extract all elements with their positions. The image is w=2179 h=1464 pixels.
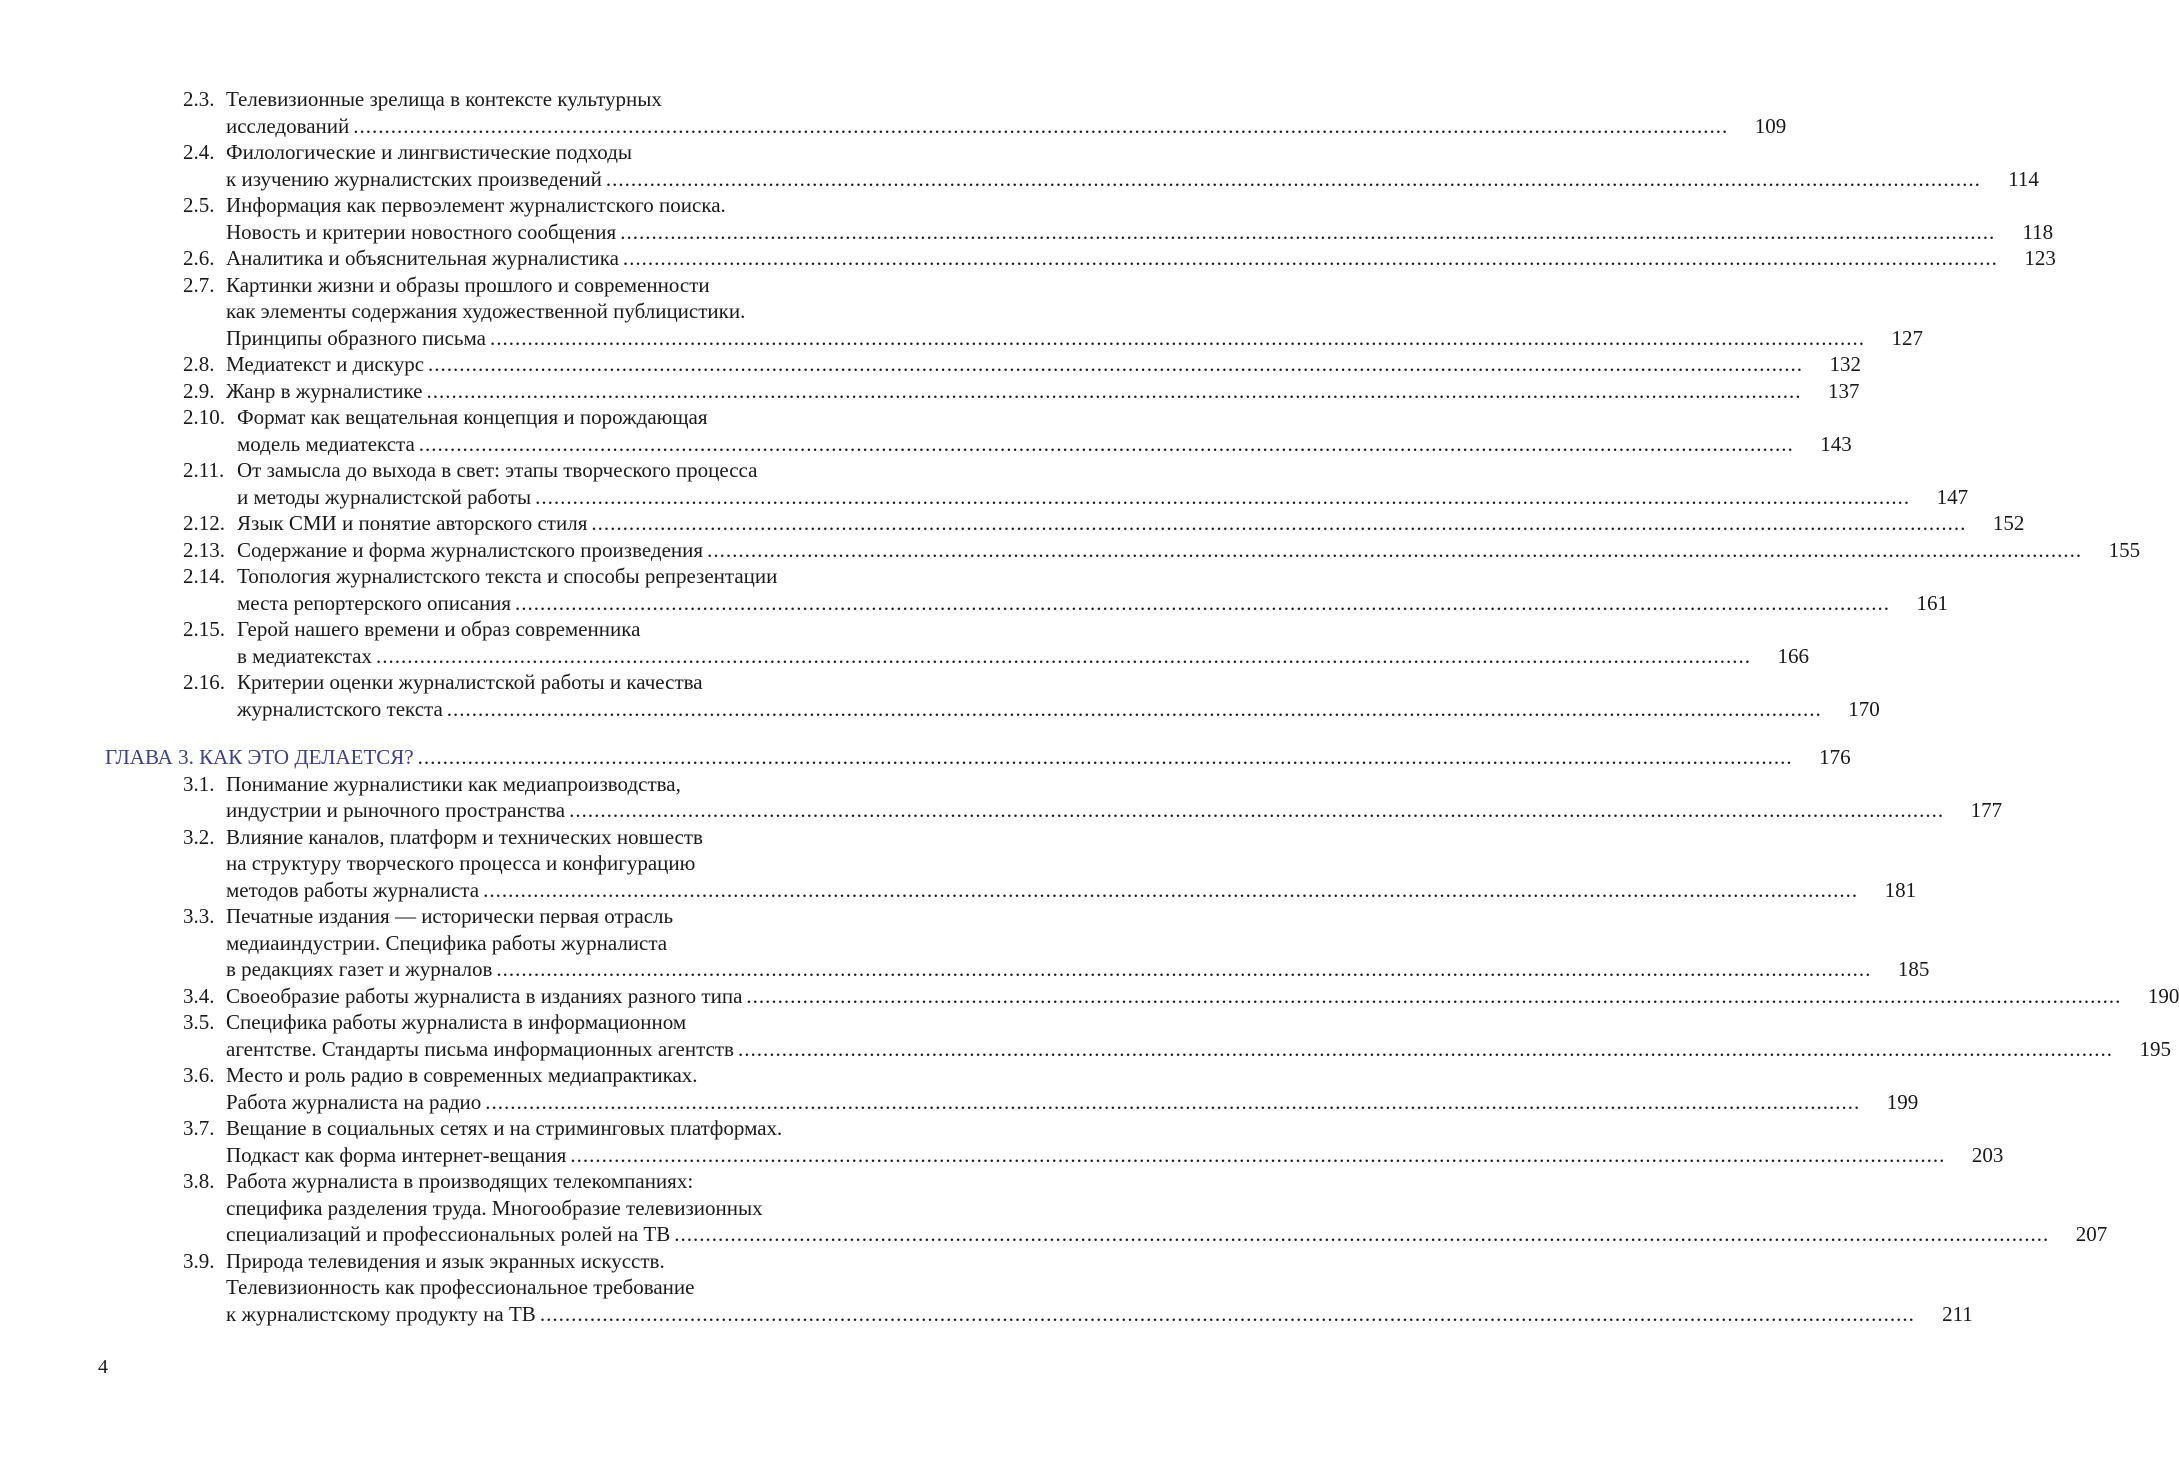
toc-entry-title: Телевизионность как профессиональное требование bbox=[226, 1275, 695, 1299]
toc-line bbox=[105, 537, 2141, 564]
toc-line bbox=[105, 86, 902, 113]
toc-entry-title: Специфика работы журналиста в информационном bbox=[226, 1010, 687, 1034]
toc-entry-title: методов работы журналиста bbox=[226, 877, 480, 902]
toc-entry-title: Новость и критерии новостного сообщения bbox=[226, 219, 617, 244]
dot-leader: ............................................................................................................................................................................................................................ bbox=[620, 219, 1996, 244]
toc-entry[interactable] bbox=[105, 537, 2141, 564]
toc-entry-title: Природа телевидения и язык экранных искусств. bbox=[226, 1248, 665, 1273]
dot-leader: ............................................................................................................................................................................................................................ bbox=[746, 983, 2122, 1008]
dot-leader: ............................................................................................................................................................................................................................ bbox=[622, 246, 1998, 270]
dot-leader: ............................................................................................................................................................................................................................ bbox=[707, 537, 2083, 562]
dot-leader: ............................................................................................................................................................................................................................ bbox=[570, 1142, 1946, 1167]
toc-entry-number: 2.9. bbox=[183, 378, 215, 403]
toc-entry-title: Критерии оценки журналистской работы и качества bbox=[237, 670, 703, 694]
toc-page-number: 195 bbox=[2139, 1036, 2171, 1061]
toc-line bbox=[105, 351, 1862, 378]
toc-page-number: 127 bbox=[1891, 325, 1923, 350]
toc-line bbox=[105, 1089, 1919, 1116]
toc-entry-title: Понимание журналистики как медиапроизводства, bbox=[226, 771, 681, 796]
toc-leader-row bbox=[237, 537, 2141, 564]
toc-leader-row bbox=[226, 113, 1787, 140]
toc-entry-number: 3.7. bbox=[183, 1116, 215, 1140]
toc-entry-title: специализаций и профессиональных ролей на ТВ bbox=[226, 1222, 671, 1246]
toc-line bbox=[105, 404, 902, 431]
toc-page-number: 143 bbox=[1820, 431, 1852, 456]
toc-entry-number: 2.4. bbox=[183, 140, 215, 164]
dot-leader: ............................................................................................................................................................................................................................ bbox=[446, 696, 1822, 721]
toc-entry[interactable] bbox=[105, 457, 1969, 510]
toc-entry[interactable] bbox=[105, 1168, 2108, 1248]
toc-entry-title: Место и роль радио в современных медиапрактиках. bbox=[226, 1063, 698, 1087]
toc-line bbox=[105, 166, 2039, 193]
toc-line bbox=[105, 930, 902, 957]
toc-entry[interactable] bbox=[105, 1062, 1919, 1115]
toc-leader-row bbox=[226, 166, 2039, 193]
toc-page-number: 137 bbox=[1827, 378, 1860, 403]
toc-entry[interactable] bbox=[105, 510, 2025, 537]
dot-leader: ............................................................................................................................................................................................................................ bbox=[426, 378, 1802, 403]
toc-entry[interactable] bbox=[105, 272, 1923, 352]
toc-line bbox=[105, 378, 1860, 405]
toc-entry[interactable] bbox=[105, 1009, 2171, 1062]
toc-entry-title: в редакциях газет и журналов bbox=[226, 957, 493, 981]
toc-entry-number: 3.3. bbox=[183, 904, 215, 928]
toc-line bbox=[105, 510, 2025, 537]
toc-line bbox=[105, 1221, 2108, 1248]
toc-leader-row bbox=[226, 956, 1930, 983]
toc-page-number: 152 bbox=[1992, 511, 2025, 535]
toc-entry-number: 2.15. bbox=[183, 617, 225, 641]
toc-leader-row bbox=[226, 1036, 2171, 1063]
toc-entry-number: 2.14. bbox=[183, 564, 225, 588]
dot-leader: ............................................................................................................................................................................................................................ bbox=[605, 166, 1981, 191]
toc-entry-title: агентстве. Стандарты письма информационных агентств bbox=[226, 1036, 734, 1061]
dot-leader: ............................................................................................................................................................................................................................ bbox=[353, 113, 1729, 138]
toc-line bbox=[105, 563, 902, 590]
toc-line bbox=[105, 643, 1809, 670]
toc-leader-row bbox=[237, 431, 1852, 458]
toc-entry[interactable] bbox=[105, 86, 1787, 139]
toc-leader-row bbox=[226, 351, 1862, 378]
toc-page-number: 181 bbox=[1884, 877, 1917, 902]
toc-leader-row bbox=[226, 378, 1860, 405]
toc-entry-number: 2.12. bbox=[183, 511, 225, 535]
toc-entry-title: Своеобразие работы журналиста в изданиях разного типа bbox=[226, 983, 743, 1008]
dot-leader: ............................................................................................................................................................................................................................ bbox=[418, 431, 1794, 456]
toc-line bbox=[105, 850, 902, 877]
toc-entry-title: журналистского текста bbox=[237, 696, 443, 721]
toc-entry-number: 2.16. bbox=[183, 670, 225, 694]
toc-entry-title: индустрии и рыночного пространства bbox=[226, 798, 566, 822]
toc-entry-number: 2.3. bbox=[183, 87, 215, 111]
toc-line bbox=[105, 113, 1787, 140]
toc-entry[interactable] bbox=[105, 903, 1930, 983]
toc-entry-title: в медиатекстах bbox=[237, 643, 372, 668]
toc-entry-title: Жанр в журналистике bbox=[226, 378, 423, 403]
toc-entry-title: исследований bbox=[226, 113, 350, 138]
toc-page-number: 170 bbox=[1848, 696, 1880, 721]
toc-entry-title: к изучению журналистских произведений bbox=[226, 166, 602, 191]
toc-entry-title: медиаиндустрии. Специфика работы журналиста bbox=[226, 930, 668, 955]
toc-line bbox=[105, 245, 2056, 272]
dot-leader: ............................................................................................................................................................................................................................ bbox=[428, 352, 1804, 376]
toc-page-number: 199 bbox=[1886, 1089, 1919, 1114]
toc-page-number: 161 bbox=[1916, 590, 1949, 615]
toc-entry-title: Герой нашего времени и образ современника bbox=[237, 617, 641, 641]
dot-leader: ............................................................................................................................................................................................................................ bbox=[375, 643, 1751, 668]
toc-line bbox=[105, 1168, 902, 1195]
toc-line bbox=[105, 590, 1949, 617]
toc-entry[interactable] bbox=[105, 378, 1860, 405]
chapter-title: ГЛАВА 3. КАК ЭТО ДЕЛАЕТСЯ? bbox=[105, 745, 414, 769]
toc-line bbox=[105, 824, 902, 851]
toc-line bbox=[105, 744, 1851, 771]
toc-page-number: 147 bbox=[1936, 484, 1969, 509]
toc-page-number: 109 bbox=[1754, 113, 1787, 138]
toc-entry[interactable] bbox=[105, 669, 1880, 722]
dot-leader: ............................................................................................................................................................................................................................ bbox=[417, 745, 1793, 769]
toc-entry-number: 3.4. bbox=[183, 983, 215, 1008]
toc-leader-row bbox=[226, 1089, 1919, 1116]
toc-entry-title: на структуру творческого процесса и конфигурацию bbox=[226, 851, 696, 875]
toc-entry-title: Формат как вещательная концепция и порождающая bbox=[237, 405, 708, 429]
toc-chapter-entry[interactable] bbox=[105, 744, 1851, 771]
toc-entry-number: 2.5. bbox=[183, 193, 215, 217]
toc-page-number: 155 bbox=[2108, 537, 2141, 562]
toc-entry[interactable] bbox=[105, 404, 1852, 457]
toc-page-number: 207 bbox=[2075, 1222, 2108, 1246]
toc-entry-title: Влияние каналов, платформ и технических новшеств bbox=[226, 824, 703, 849]
toc-entry-number: 3.9. bbox=[183, 1248, 215, 1273]
toc-entry-number: 2.6. bbox=[183, 246, 215, 270]
toc-entry-title: Подкаст как форма интернет-вещания bbox=[226, 1142, 567, 1167]
toc-entry-title: Содержание и форма журналистского произведения bbox=[237, 537, 704, 562]
dot-leader: ............................................................................................................................................................................................................................ bbox=[737, 1036, 2113, 1061]
dot-leader: ............................................................................................................................................................................................................................ bbox=[539, 1301, 1915, 1326]
toc-line bbox=[105, 1274, 902, 1301]
toc-line bbox=[105, 1248, 902, 1275]
toc-entry-title: к журналистскому продукту на ТВ bbox=[226, 1301, 536, 1326]
toc-page-number: 203 bbox=[1971, 1142, 2004, 1167]
dot-leader: ............................................................................................................................................................................................................................ bbox=[674, 1222, 2050, 1246]
toc-entry[interactable] bbox=[105, 139, 2039, 192]
dot-leader: ............................................................................................................................................................................................................................ bbox=[591, 511, 1967, 535]
toc-line bbox=[105, 272, 902, 299]
toc-entry-number: 3.8. bbox=[183, 1169, 215, 1193]
toc-entry[interactable] bbox=[105, 616, 1809, 669]
toc-entry-title: Топология журналистского текста и способы репрезентации bbox=[237, 564, 778, 588]
toc-leader-row bbox=[226, 877, 1917, 904]
toc-entry[interactable] bbox=[105, 1248, 1973, 1328]
toc-line bbox=[105, 1301, 1973, 1328]
toc-entry-title: и методы журналистской работы bbox=[237, 484, 532, 509]
toc-line bbox=[105, 298, 902, 325]
dot-leader: ............................................................................................................................................................................................................................ bbox=[496, 957, 1872, 981]
dot-leader: ............................................................................................................................................................................................................................ bbox=[489, 325, 1865, 350]
toc-entry-number: 3.6. bbox=[183, 1063, 215, 1087]
toc-leader-row bbox=[237, 696, 1880, 723]
toc-entry-title: Телевизионные зрелища в контексте культурных bbox=[226, 87, 662, 111]
toc-entry-title: Работа журналиста на радио bbox=[226, 1089, 482, 1114]
dot-leader: ............................................................................................................................................................................................................................ bbox=[483, 877, 1859, 902]
dot-leader: ............................................................................................................................................................................................................................ bbox=[515, 590, 1891, 615]
toc-entry-title: специфика разделения труда. Многообразие телевизионных bbox=[226, 1195, 763, 1220]
toc-line bbox=[105, 1115, 902, 1142]
toc-entry-number: 2.13. bbox=[183, 537, 225, 562]
toc-page-number: 177 bbox=[1970, 798, 2003, 822]
toc-leader-row bbox=[226, 1142, 2004, 1169]
toc-leader-row bbox=[226, 245, 2056, 272]
toc-entry-title: От замысла до выхода в свет: этапы творческого процесса bbox=[237, 458, 758, 482]
toc-entry-number: 3.1. bbox=[183, 771, 215, 796]
toc-line bbox=[105, 457, 902, 484]
toc-leader-row bbox=[226, 325, 1923, 352]
dot-leader: ............................................................................................................................................................................................................................ bbox=[485, 1089, 1861, 1114]
toc-page-number: 118 bbox=[2022, 219, 2054, 244]
toc-line bbox=[105, 696, 1880, 723]
toc-entry-title: Медиатекст и дискурс bbox=[226, 352, 425, 376]
toc-page-number: 185 bbox=[1897, 957, 1930, 981]
toc-entry-number: 2.10. bbox=[183, 405, 225, 429]
toc-leader-row bbox=[226, 797, 2003, 824]
toc-entry-title: Язык СМИ и понятие авторского стиля bbox=[237, 511, 588, 535]
toc-entry-number: 3.5. bbox=[183, 1010, 215, 1034]
toc-page-number: 132 bbox=[1829, 352, 1862, 376]
toc-entry-number: 2.11. bbox=[183, 458, 225, 482]
toc-entry[interactable] bbox=[105, 192, 2054, 245]
toc-entry[interactable] bbox=[105, 351, 1862, 378]
toc-line bbox=[105, 431, 1852, 458]
toc-line bbox=[105, 1142, 2004, 1169]
toc-line bbox=[105, 139, 902, 166]
toc-entry-number: 3.2. bbox=[183, 824, 215, 849]
toc-entry-title: как элементы содержания художественной публицистики. bbox=[226, 299, 746, 323]
toc-entry-title: Аналитика и объяснительная журналистика bbox=[226, 246, 619, 270]
dot-leader: ............................................................................................................................................................................................................................ bbox=[535, 484, 1911, 509]
toc-page-number: 123 bbox=[2024, 246, 2056, 270]
toc-entry-number: 2.7. bbox=[183, 272, 215, 297]
toc-entry-title: Картинки жизни и образы прошлого и современности bbox=[226, 272, 710, 297]
toc-page-number: 176 bbox=[1819, 745, 1851, 769]
toc-line bbox=[105, 983, 2179, 1010]
toc-page-number: 166 bbox=[1777, 643, 1809, 668]
toc-leader-row bbox=[226, 1221, 2108, 1248]
toc-line bbox=[105, 1009, 902, 1036]
table-of-contents bbox=[105, 86, 2179, 1327]
toc-line bbox=[105, 956, 1930, 983]
toc-line bbox=[105, 771, 902, 798]
toc-entry-title: Вещание в социальных сетях и на стриминговых платформах. bbox=[226, 1116, 783, 1140]
toc-line bbox=[105, 877, 1917, 904]
toc-page-number: 211 bbox=[1942, 1301, 1973, 1326]
toc-entry-title: Филологические и лингвистические подходы bbox=[226, 140, 632, 164]
toc-entry[interactable] bbox=[105, 771, 2003, 824]
toc-entry[interactable] bbox=[105, 563, 1949, 616]
toc-line bbox=[105, 903, 902, 930]
toc-entry-title: Принципы образного письма bbox=[226, 325, 486, 350]
toc-line bbox=[105, 1062, 902, 1089]
toc-leader-row bbox=[237, 510, 2025, 537]
toc-entry[interactable] bbox=[105, 245, 2056, 272]
toc-line bbox=[105, 669, 902, 696]
page-number: 4 bbox=[98, 1356, 108, 1378]
toc-entry-title: Информация как первоэлемент журналистского поиска. bbox=[226, 193, 726, 217]
toc-page-number: 114 bbox=[2008, 166, 2039, 191]
dot-leader: ............................................................................................................................................................................................................................ bbox=[569, 798, 1945, 822]
toc-line bbox=[105, 1195, 902, 1222]
toc-leader-row bbox=[237, 590, 1949, 617]
toc-leader-row bbox=[237, 643, 1809, 670]
toc-line bbox=[105, 797, 2003, 824]
toc-entry[interactable] bbox=[105, 1115, 2004, 1168]
toc-leader-row bbox=[226, 1301, 1973, 1328]
toc-entry-number: 2.8. bbox=[183, 352, 215, 376]
toc-entry-title: Печатные издания — исторически первая отрасль bbox=[226, 904, 674, 928]
toc-line bbox=[105, 484, 1969, 511]
toc-line bbox=[105, 219, 2054, 246]
toc-line bbox=[105, 325, 1923, 352]
toc-entry-title: модель медиатекста bbox=[237, 431, 415, 456]
toc-leader-row bbox=[226, 983, 2179, 1010]
toc-entry-title: места репортерского описания bbox=[237, 590, 512, 615]
toc-entry[interactable] bbox=[105, 824, 1917, 904]
toc-leader-row bbox=[226, 219, 2054, 246]
toc-line bbox=[105, 616, 902, 643]
toc-entry[interactable] bbox=[105, 983, 2179, 1010]
toc-leader-row bbox=[237, 484, 1969, 511]
toc-leader-row bbox=[105, 744, 1851, 771]
toc-page-number: 190 bbox=[2147, 983, 2179, 1008]
toc-line bbox=[105, 192, 902, 219]
toc-entry-title: Работа журналиста в производящих телекомпаниях: bbox=[226, 1169, 694, 1193]
toc-line bbox=[105, 1036, 2171, 1063]
